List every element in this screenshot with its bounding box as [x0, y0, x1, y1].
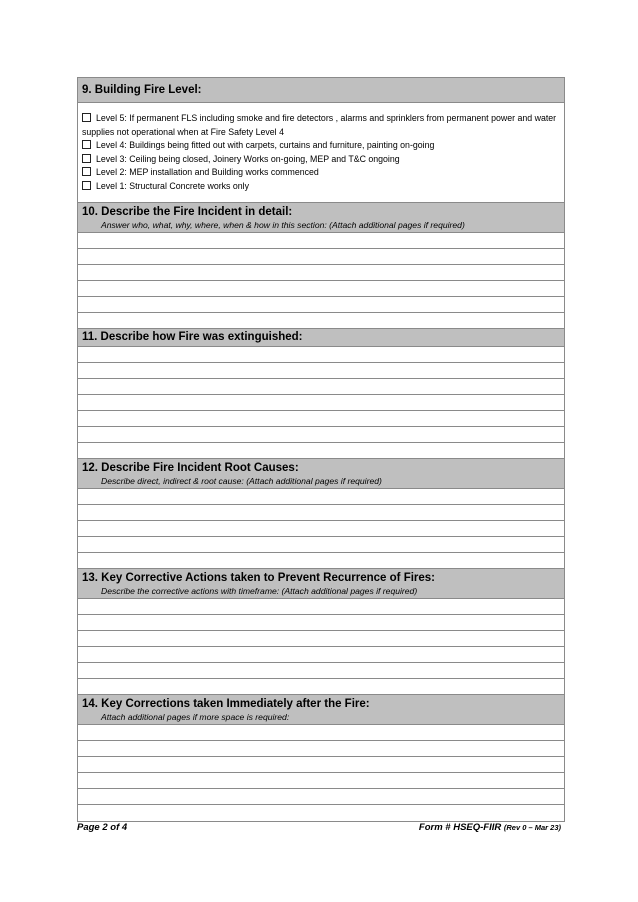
answer-line[interactable]	[78, 427, 564, 443]
fire-level-option[interactable]	[82, 180, 560, 194]
answer-line[interactable]	[78, 233, 564, 249]
checkbox-icon[interactable]	[82, 113, 91, 122]
form-revision: (Rev 0 – Mar 23)	[503, 823, 561, 832]
section-11-title: 11. Describe how Fire was extinguished:	[82, 330, 303, 343]
answer-line[interactable]	[78, 265, 564, 281]
answer-line[interactable]	[78, 553, 564, 569]
section-13-instructions: Describe the corrective actions with timeframe: (Attach additional pages if required)	[101, 585, 418, 596]
checkbox-icon[interactable]	[82, 181, 91, 190]
answer-line[interactable]	[78, 741, 564, 757]
fire-report-form	[77, 77, 565, 822]
section-14-instructions: Attach additional pages if more space is required:	[101, 711, 290, 722]
answer-line[interactable]	[78, 443, 564, 459]
fire-level-options	[78, 103, 564, 203]
checkbox-icon[interactable]	[82, 140, 91, 149]
section-13-header	[78, 569, 564, 599]
answer-line[interactable]	[78, 757, 564, 773]
checkbox-icon[interactable]	[82, 154, 91, 163]
section-14-header	[78, 695, 564, 725]
section-12-title: 12. Describe Fire Incident Root Causes:	[82, 461, 299, 474]
answer-line[interactable]	[78, 789, 564, 805]
answer-line[interactable]	[78, 411, 564, 427]
answer-line[interactable]	[78, 631, 564, 647]
answer-line[interactable]	[78, 489, 564, 505]
answer-line[interactable]	[78, 521, 564, 537]
answer-line[interactable]	[78, 663, 564, 679]
fire-level-label: Level 4: Buildings being fitted out with carpets, curtains and furniture, painting on-going	[96, 140, 435, 151]
answer-line[interactable]	[78, 725, 564, 741]
answer-line[interactable]	[78, 599, 564, 615]
section-11-header	[78, 329, 564, 347]
answer-line[interactable]	[78, 347, 564, 363]
answer-line[interactable]	[78, 647, 564, 663]
section-14-title: 14. Key Corrections taken Immediately after the Fire:	[82, 697, 370, 710]
fire-level-option[interactable]	[82, 166, 560, 180]
page-number: Page 2 of 4	[77, 822, 128, 833]
section-13-title: 13. Key Corrective Actions taken to Prevent Recurrence of Fires:	[82, 571, 436, 584]
answer-line[interactable]	[78, 249, 564, 265]
section-12-instructions: Describe direct, indirect & root cause: (Attach additional pages if required)	[101, 475, 382, 486]
answer-line[interactable]	[78, 313, 564, 329]
answer-line[interactable]	[78, 679, 564, 695]
section-10-header	[78, 203, 564, 233]
section-9-title: 9. Building Fire Level:	[82, 84, 202, 96]
fire-level-option[interactable]	[82, 112, 560, 139]
answer-line[interactable]	[78, 615, 564, 631]
answer-line[interactable]	[78, 281, 564, 297]
fire-level-label: Level 3: Ceiling being closed, Joinery Works on-going, MEP and T&C ongoing	[96, 153, 400, 164]
answer-line[interactable]	[78, 805, 564, 821]
checkbox-icon[interactable]	[82, 167, 91, 176]
form-number: Form # HSEQ-FIIR	[418, 822, 502, 833]
fire-level-option[interactable]	[82, 139, 560, 153]
form-reference	[419, 822, 561, 833]
answer-line[interactable]	[78, 379, 564, 395]
fire-level-label: Level 5: If permanent FLS including smoke and fire detectors , alarms and sprinklers from permanent power and water supplies not operational when at Fire Safety Level 4	[82, 113, 557, 137]
answer-line[interactable]	[78, 773, 564, 789]
fire-level-label: Level 1: Structural Concrete works only	[96, 180, 250, 191]
answer-line[interactable]	[78, 297, 564, 313]
section-10-instructions: Answer who, what, why, where, when & how in this section: (Attach additional pages if required)	[101, 219, 465, 230]
answer-line[interactable]	[78, 395, 564, 411]
answer-line[interactable]	[78, 505, 564, 521]
answer-line[interactable]	[78, 537, 564, 553]
fire-level-label: Level 2: MEP installation and Building works commenced	[96, 167, 319, 178]
section-10-title: 10. Describe the Fire Incident in detail:	[82, 205, 293, 218]
fire-level-option[interactable]	[82, 153, 560, 167]
section-12-header	[78, 459, 564, 489]
section-9-header	[78, 78, 564, 103]
answer-line[interactable]	[78, 363, 564, 379]
